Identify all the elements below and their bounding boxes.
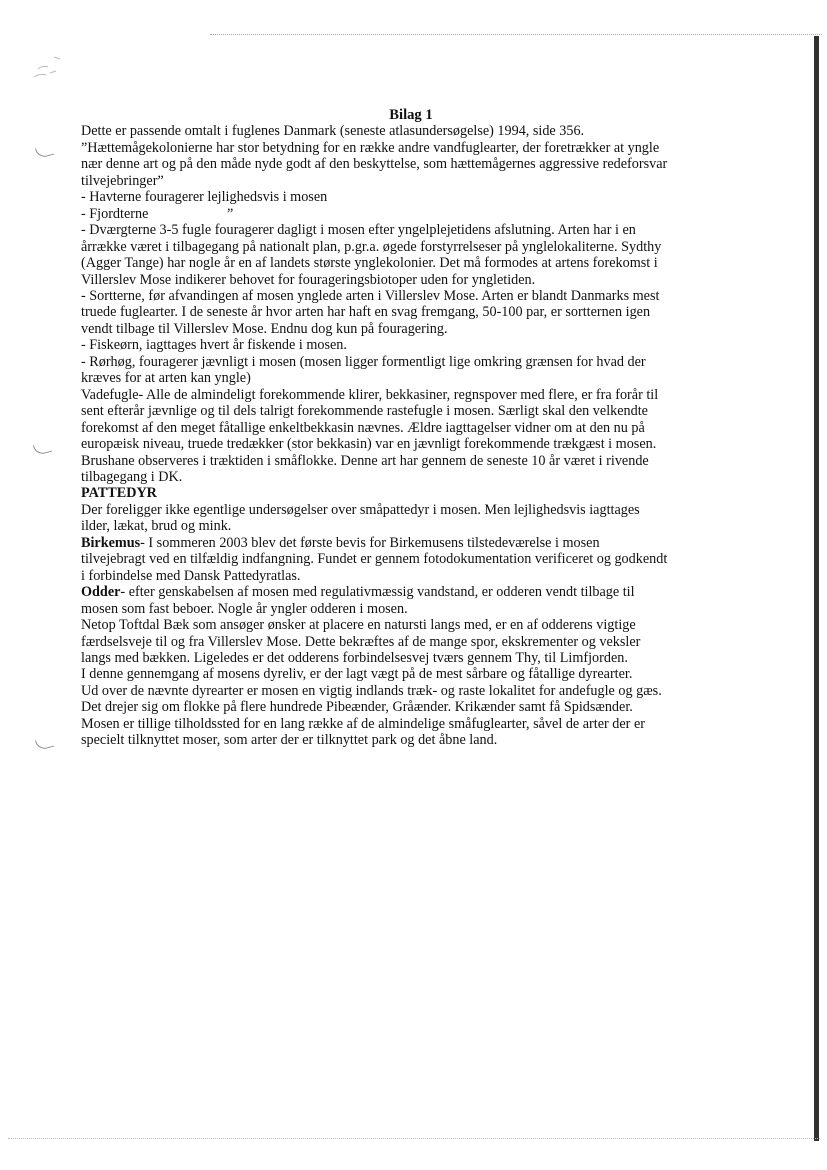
text-line (81, 535, 741, 551)
species-label: Odder (81, 584, 121, 601)
punch-hole-mark (35, 144, 54, 159)
text-line: Mosen er tillige tilholdssted for en lang række af de almindelige småfuglearter, såvel de arter der er (81, 715, 645, 732)
species-label: Birkemus (81, 534, 141, 551)
text-line: tilvejebragt ved en tilfældig indfangning. Fundet er gennem fotodokumentation verificeret og godkendt (81, 551, 668, 568)
text-line: ”Hættemågekolonierne har stor betydning for en række andre vandfuglearter, der foretrækker at yngle (81, 139, 660, 156)
text-line: I denne gennemgang af mosens dyreliv, er der lagt vægt på de mest sårbare og fåtallige dyrearter. (81, 666, 633, 683)
text-line: Det drejer sig om flokke på flere hundrede Pibeænder, Gråænder. Krikænder samt få Spidsænder. (81, 699, 633, 716)
punch-hole-mark (35, 736, 54, 751)
scan-border-right (814, 36, 819, 1141)
text-line: specielt tilknyttet moser, som arter der er tilknyttet park og det åbne land. (81, 732, 498, 749)
text-line: vendt tilbage til Villerslev Mose. Endnu dog kun på fouragering. (81, 320, 448, 337)
text-line: langs med bækken. Ligeledes er det odderens forbindelsesvej tværs gennem Thy, til Limfjorden. (81, 649, 628, 666)
text-line: truede fuglearter. I de seneste år hvor arten har haft en svag fremgang, 50-100 par, er sortternen igen (81, 304, 651, 321)
text-line: Der foreligger ikke egentlige undersøgelser over småpattedyr i mosen. Men lejlighedsvis iagttages (81, 501, 640, 518)
scan-border-top (210, 34, 822, 36)
text-line: tilvejebringer” (81, 172, 164, 189)
text-line: nær denne art og på den måde nyde godt af den beskyttelse, som hættemågernes aggressive redeforsvar (81, 156, 668, 173)
punch-hole-mark (33, 441, 52, 456)
text-line: Brushane observeres i træktiden i småflokke. Denne art har gennem de seneste 10 år været i rivende (81, 452, 649, 469)
text-line: - Havterne fouragerer lejlighedsvis i mosen (81, 189, 328, 206)
text-line: europæisk niveau, truede tredækker (stor bekkasin) var en jævnligt forekommende trækgæst i mosen. (81, 436, 657, 453)
text-line (81, 206, 741, 222)
text-line: - Sortterne, før afvandingen af mosen ynglede arten i Villerslev Mose. Arten er blandt Danmarks mest (81, 287, 660, 304)
section-heading: PATTEDYR (81, 485, 157, 502)
text-line: sent efterår jævnlige og til dels talrigt forekommende rastefugle i mosen. Særligt skal den velkendte (81, 403, 648, 420)
text-line: mosen som fast beboer. Nogle år yngler odderen i mosen. (81, 600, 408, 617)
text-line: kræves for at arten kan yngle) (81, 370, 251, 387)
text-line: - Fiskeørn, iagttages hvert år fiskende i mosen. (81, 337, 347, 354)
document-title: Bilag 1 (389, 107, 433, 123)
bullet-label: - Fjordterne (81, 205, 149, 222)
species-text: - I sommeren 2003 blev det første bevis for Birkemusens tilstedeværelse i mosen (140, 534, 600, 551)
text-line (81, 584, 741, 600)
text-line: i forbindelse med Dansk Pattedyratlas. (81, 567, 301, 584)
text-line: årrække været i tilbagegang på nationalt plan, p.gr.a. øgede forstyrrelseser på ynglelokaliterne. Sydthy (81, 238, 662, 255)
text-line: - Rørhøg, fouragerer jævnligt i mosen (mosen ligger formentligt lige omkring grænsen for hvad der (81, 353, 646, 370)
text-line: Dette er passende omtalt i fuglenes Danmark (seneste atlasundersøgelse) 1994, side 356. (81, 123, 585, 140)
text-line: Vadefugle- Alle de almindeligt forekommende klirer, bekkasiner, regnspover med flere, er fra forår til (81, 386, 659, 403)
scan-border-bottom (8, 1138, 820, 1140)
document-body (81, 107, 741, 749)
text-line: Ud over de nævnte dyrearter er mosen en vigtig indlands træk- og raste lokalitet for andefugle og gæs. (81, 682, 662, 699)
species-text: - efter genskabelsen af mosen med regulativmæssig vandstand, er odderen vendt tilbage til (120, 584, 635, 601)
text-line: færdselsveje til og fra Villerslev Mose. Dette bekræftes af de mange spor, ekskrementer og veksler (81, 633, 641, 650)
pencil-scribble-mark (32, 55, 62, 83)
text-line: (Agger Tange) har nogle år en af landets største ynglekolonier. Det må formodes at artens forekomst i (81, 255, 658, 272)
text-line: tilbagegang i DK. (81, 468, 183, 485)
text-line: forekomst af den meget fåtallige enkeltbekkasin nævnes. Ældre iagttagelser vidner om at den nu på (81, 419, 645, 436)
text-line: Netop Toftdal Bæk som ansøger ønsker at placere en natursti langs med, er en af odderens vigtige (81, 617, 636, 634)
text-line: ilder, lækat, brud og mink. (81, 518, 232, 535)
text-line: - Dværgterne 3-5 fugle fouragerer dagligt i mosen efter yngelplejetidens afslutning. Arten har i en (81, 222, 636, 239)
ditto-mark: ” (227, 205, 234, 222)
text-line: Villerslev Mose indikerer behovet for fourageringsbiotoper uden for yngletiden. (81, 271, 536, 288)
